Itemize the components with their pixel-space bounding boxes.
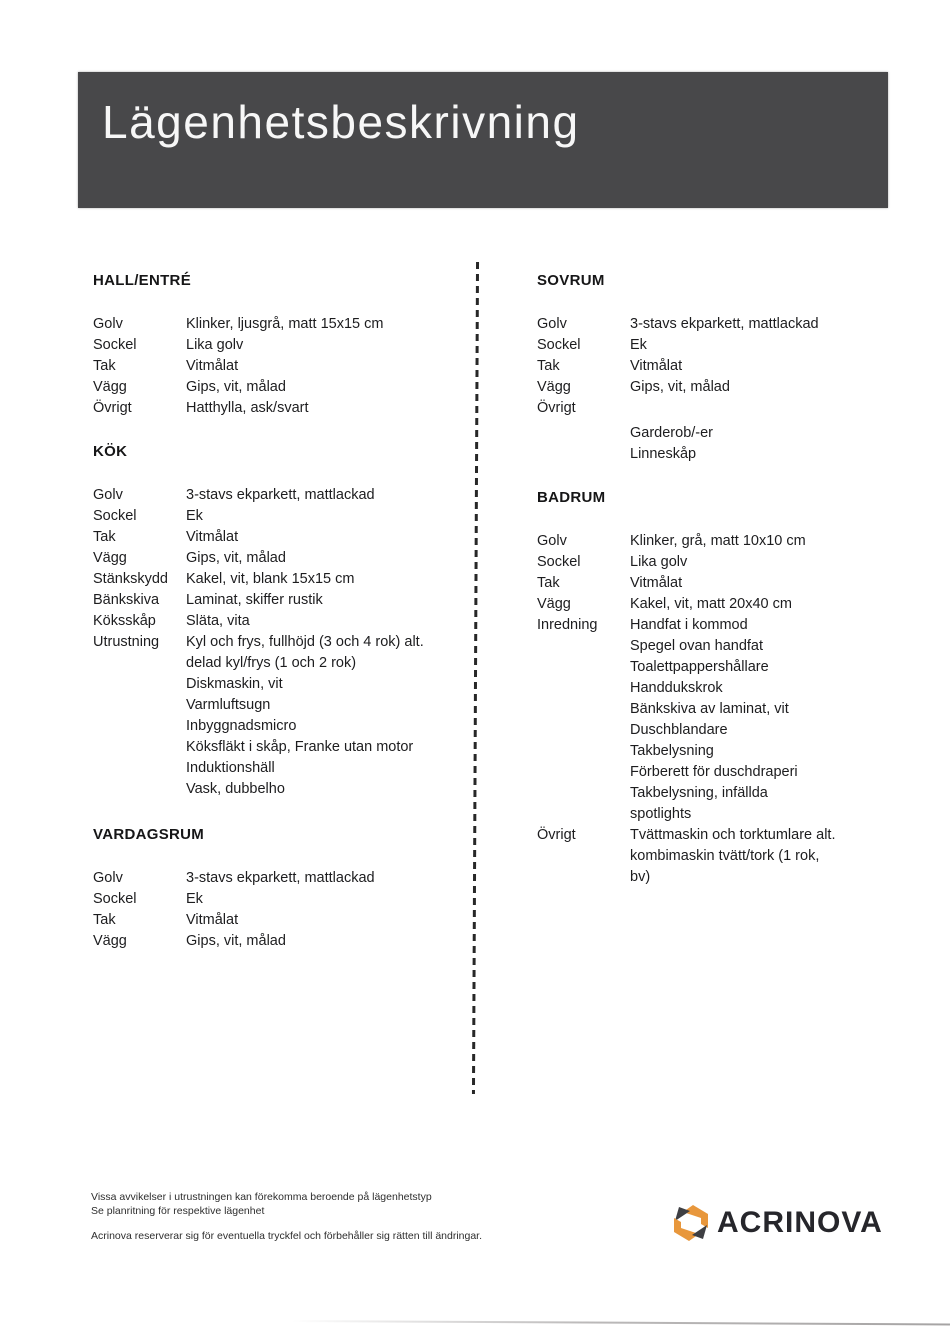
spec-value: 3-stavs ekparkett, mattlackad [630, 316, 819, 332]
spec-row [537, 741, 922, 762]
spec-row [537, 314, 922, 335]
section-title: SOVRUM [537, 272, 605, 289]
spec-value: Linneskåp [630, 446, 697, 462]
spec-label: Tak [93, 358, 116, 374]
acrinova-logo [671, 1202, 883, 1244]
spec-label: Tak [93, 529, 116, 545]
spec-row [93, 314, 465, 335]
spec-value: Duschblandare [630, 722, 728, 738]
disclaimer-line: Vissa avvikelser i utrustningen kan förekomma beroende på lägenhetstyp [91, 1191, 432, 1203]
spec-value: Klinker, grå, matt 10x10 cm [630, 533, 806, 549]
spec-label: Utrustning [93, 634, 160, 650]
spec-row [93, 674, 465, 695]
spec-value: 3-stavs ekparkett, mattlackad [186, 487, 375, 503]
spec-rows [537, 531, 922, 888]
spec-label [537, 699, 630, 720]
spec-row [93, 868, 465, 889]
spec-label [93, 695, 186, 716]
scan-artifact-line [292, 1320, 950, 1325]
disclaimer-line: Se planritning för respektive lägenhet [91, 1205, 265, 1217]
spec-value: Kakel, vit, blank 15x15 cm [186, 571, 355, 587]
spec-label: Stänkskydd [93, 571, 168, 587]
spec-label: Sockel [93, 337, 137, 353]
spec-row [93, 695, 465, 716]
spec-value: Lika golv [630, 554, 688, 570]
spec-label [537, 741, 630, 762]
spec-value: Takbelysning [630, 743, 714, 759]
spec-value: Inbyggnadsmicro [186, 718, 297, 734]
spec-row [93, 611, 465, 632]
spec-value: Diskmaskin, vit [186, 676, 283, 692]
spec-value: Släta, vita [186, 613, 250, 629]
spec-value: Handfat i kommod [630, 617, 748, 633]
spec-label: Vägg [93, 550, 127, 566]
spec-row [93, 931, 465, 952]
spec-row [93, 737, 465, 758]
spec-row [537, 804, 922, 825]
spec-value: Ek [186, 891, 203, 907]
spec-value: Kyl och frys, fullhöjd (3 och 4 rok) alt. [186, 634, 424, 650]
spec-label: Golv [93, 316, 123, 332]
spec-label [93, 737, 186, 758]
spec-label [93, 716, 186, 737]
footer-disclaimer [91, 1190, 432, 1218]
spec-label [93, 674, 186, 695]
page-title: Lägenhetsbeskrivning [102, 96, 580, 148]
spec-label: Golv [93, 870, 123, 886]
spec-row [537, 356, 922, 377]
footer-legal-note [91, 1229, 482, 1243]
spec-label [537, 783, 630, 804]
spec-label: Vägg [537, 379, 571, 395]
spec-label: Bänkskiva [93, 592, 160, 608]
spec-row [93, 569, 465, 590]
spec-row [93, 889, 465, 910]
spec-label: Vägg [93, 933, 127, 949]
spec-label [537, 657, 630, 678]
page-title-banner [78, 72, 888, 208]
spec-row [93, 590, 465, 611]
spec-value: Gips, vit, målad [186, 379, 286, 395]
spec-row [537, 636, 922, 657]
spec-value: Vask, dubbelho [186, 781, 285, 797]
spec-value: Handdukskrok [630, 680, 723, 696]
spec-value: Hatthylla, ask/svart [186, 400, 309, 416]
spec-label: Övrigt [537, 827, 576, 843]
spec-label: Sockel [93, 891, 137, 907]
spec-value: Köksfläkt i skåp, Franke utan motor [186, 739, 414, 755]
spec-value: Takbelysning, infällda [630, 785, 768, 801]
spec-row [537, 783, 922, 804]
spec-row [93, 527, 465, 548]
spec-row [537, 762, 922, 783]
spec-row [537, 444, 922, 465]
spec-row [93, 548, 465, 569]
spec-row [537, 615, 922, 636]
spec-label [93, 758, 186, 779]
spec-label: Tak [537, 358, 560, 374]
spec-label: Övrigt [537, 400, 576, 416]
spec-label [93, 779, 186, 800]
section-badrum [537, 489, 922, 888]
brand-name: ACRINOVA [717, 1206, 883, 1239]
section-vardagsrum [93, 826, 465, 952]
spec-label: Sockel [93, 508, 137, 524]
spec-row [537, 594, 922, 615]
spec-label: Inredning [537, 617, 598, 633]
spec-value: Ek [630, 337, 647, 353]
section-title: BADRUM [537, 489, 606, 506]
spec-label [537, 423, 630, 444]
spec-value: Induktionshäll [186, 760, 275, 776]
right-column [537, 272, 922, 912]
spec-row [537, 423, 922, 444]
section-title: VARDAGSRUM [93, 826, 205, 843]
spec-row [93, 910, 465, 931]
spec-row [537, 552, 922, 573]
spec-row [537, 573, 922, 594]
spec-value: Ek [186, 508, 203, 524]
spec-value: Vitmålat [186, 358, 239, 374]
spec-row [93, 653, 465, 674]
spec-row [93, 398, 465, 419]
spec-row [93, 506, 465, 527]
spec-label [537, 636, 630, 657]
spec-value: delad kyl/frys (1 och 2 rok) [186, 655, 357, 671]
spec-label: Golv [93, 487, 123, 503]
spec-value: Förberett för duschdraperi [630, 764, 798, 780]
section-kok [93, 443, 465, 800]
spec-label: Vägg [537, 596, 571, 612]
spec-value: spotlights [630, 806, 692, 822]
spec-row [537, 657, 922, 678]
spec-value: Vitmålat [630, 358, 683, 374]
spec-label: Golv [537, 533, 567, 549]
spec-row [537, 398, 922, 419]
spec-row [537, 335, 922, 356]
spec-label [93, 653, 186, 674]
spec-rows [93, 314, 465, 419]
spec-row [537, 678, 922, 699]
spec-label [537, 762, 630, 783]
acrinova-hexagon-icon [671, 1202, 711, 1244]
section-hall-entre [93, 272, 465, 419]
spec-value: Kakel, vit, matt 20x40 cm [630, 596, 792, 612]
spec-label: Övrigt [93, 400, 132, 416]
spec-row [93, 758, 465, 779]
spec-row [93, 716, 465, 737]
spec-label: Sockel [537, 554, 581, 570]
spec-row [537, 825, 922, 846]
spec-value: Gips, vit, målad [630, 379, 730, 395]
spec-value: Lika golv [186, 337, 244, 353]
spec-row [537, 867, 922, 888]
spec-value: Gips, vit, målad [186, 550, 286, 566]
spec-label [537, 720, 630, 741]
spec-label [537, 444, 630, 465]
spec-label: Sockel [537, 337, 581, 353]
spec-value: Varmluftsugn [186, 697, 271, 713]
spec-label [537, 846, 630, 867]
spec-row [93, 485, 465, 506]
spec-value: Spegel ovan handfat [630, 638, 764, 654]
spec-label: Tak [93, 912, 116, 928]
spec-label: Köksskåp [93, 613, 156, 629]
section-title: HALL/ENTRÉ [93, 272, 191, 289]
spec-row [93, 335, 465, 356]
spec-value: Vitmålat [630, 575, 683, 591]
spec-label: Vägg [93, 379, 127, 395]
spec-value: kombimaskin tvätt/tork (1 rok, [630, 848, 820, 864]
spec-row [537, 699, 922, 720]
spec-value: Bänkskiva av laminat, vit [630, 701, 789, 717]
spec-row [93, 356, 465, 377]
spec-row [93, 779, 465, 800]
spec-label: Golv [537, 316, 567, 332]
spec-value: Laminat, skiffer rustik [186, 592, 323, 608]
spec-value: Gips, vit, målad [186, 933, 286, 949]
spec-rows [93, 868, 465, 952]
spec-row [537, 531, 922, 552]
left-column [93, 272, 465, 976]
spec-label: Tak [537, 575, 560, 591]
spec-value: 3-stavs ekparkett, mattlackad [186, 870, 375, 886]
spec-rows [537, 314, 922, 465]
spec-rows [93, 485, 465, 800]
spec-value: Tvättmaskin och torktumlare alt. [630, 827, 836, 843]
section-title: KÖK [93, 443, 128, 460]
spec-label [537, 678, 630, 699]
spec-row [537, 720, 922, 741]
spec-label [537, 804, 630, 825]
spec-row [93, 632, 465, 653]
spec-value [630, 398, 922, 419]
spec-value: bv) [630, 869, 651, 885]
disclaimer-line: Acrinova reserverar sig för eventuella tryckfel och förbehåller sig rätten till ändringar. [91, 1230, 483, 1242]
section-sovrum [537, 272, 922, 465]
spec-value: Toalettpappershållare [630, 659, 769, 675]
spec-value: Vitmålat [186, 529, 239, 545]
spec-value: Vitmålat [186, 912, 239, 928]
spec-row [537, 846, 922, 867]
spec-value: Garderob/-er [630, 425, 714, 441]
spec-value: Klinker, ljusgrå, matt 15x15 cm [186, 316, 384, 332]
spec-row [93, 377, 465, 398]
column-divider [472, 262, 479, 1094]
spec-row [537, 377, 922, 398]
spec-label [537, 867, 630, 888]
